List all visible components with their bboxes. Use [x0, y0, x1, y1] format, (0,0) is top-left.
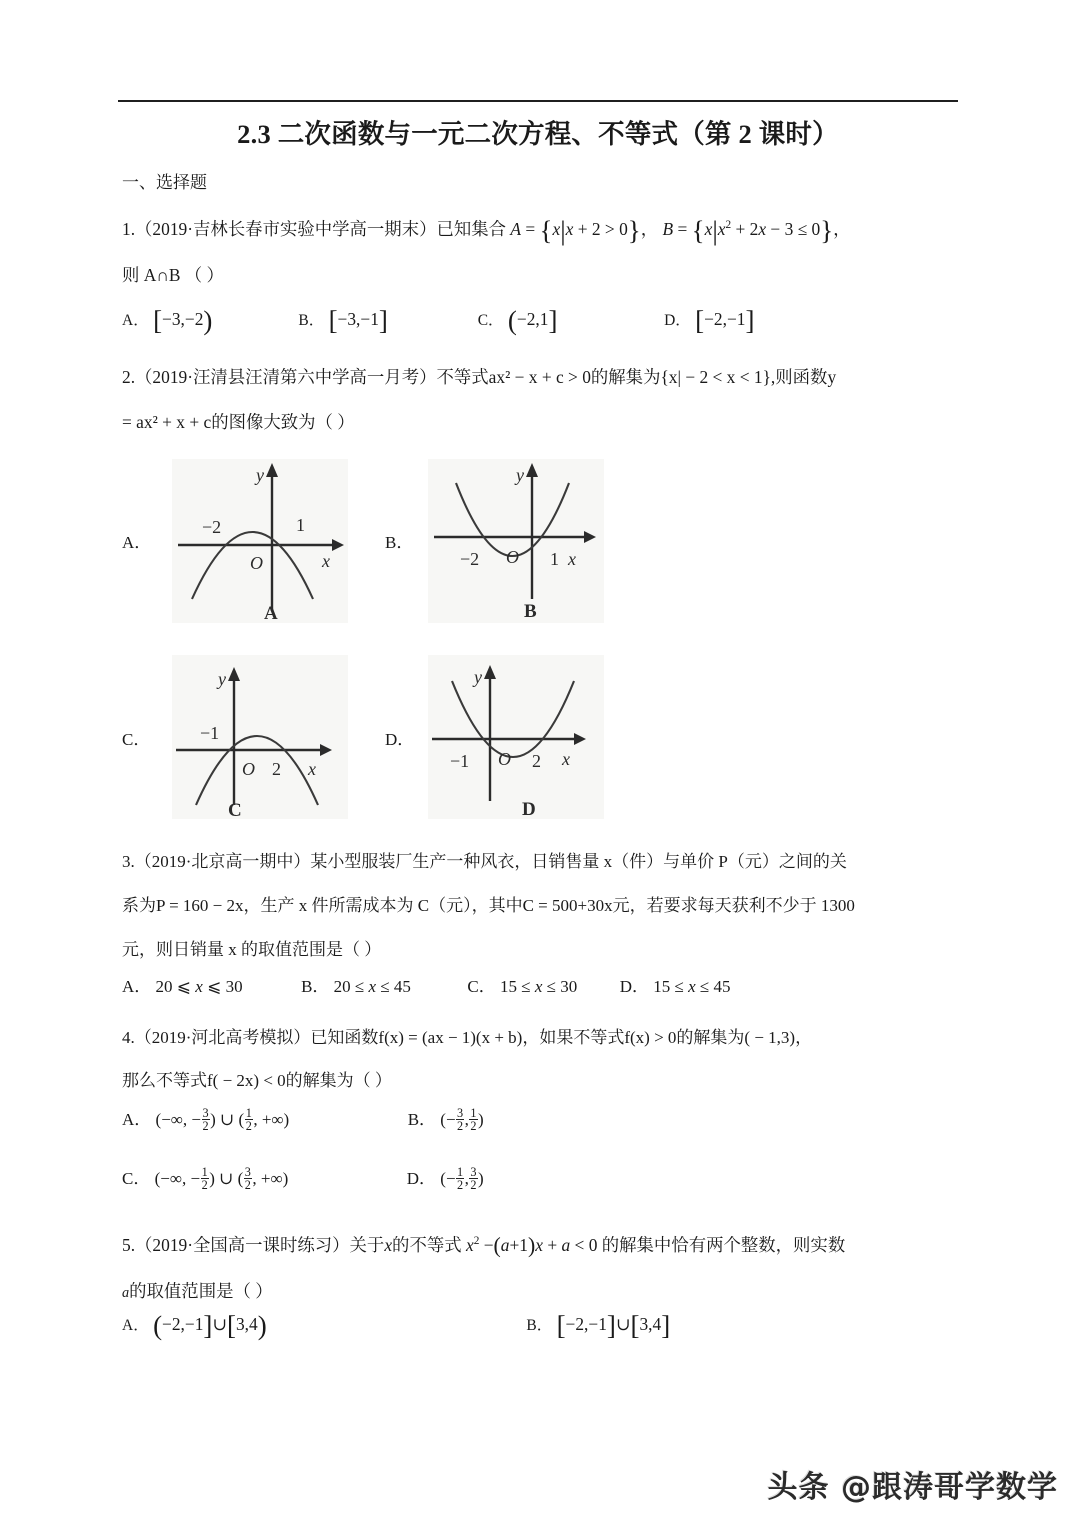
- question-3-option-c[interactable]: C．: [467, 977, 496, 996]
- question-4-line-2: 那么不等式f( − 2x) < 0的解集为（ ）: [122, 1071, 392, 1090]
- question-4-option-c-text: (−∞, − $\frac{1}{2}$ ) ∪ ( $\frac{3}{2}$ , +∞): [154, 1164, 289, 1193]
- question-4-option-c-label: C．: [122, 1169, 151, 1188]
- question-3-option-d-text: 15 ≤ x ≤ 45: [649, 977, 731, 996]
- question-4-option-b-label: B．: [407, 1110, 437, 1129]
- section-heading: 一、选择题: [122, 173, 207, 192]
- question-1-set-b-label: B: [662, 219, 674, 239]
- question-5-option-a-label: A．: [122, 1317, 149, 1334]
- question-2-line-1: 2.（2019·汪清县汪清第六中学高一月考）不等式ax² − x + c > 0的解集为{x| − 2 < x < 1},则函数y: [122, 367, 837, 387]
- question-4-option-a-label: A．: [122, 1110, 152, 1129]
- figure-a-svg: [172, 459, 348, 623]
- question-2-option-c-label[interactable]: C．: [122, 730, 151, 749]
- watermark: 头条 @跟涛哥学数学: [767, 1470, 1058, 1505]
- question-4-option-b-text: (− $\frac{3}{2}$ , $\frac{1}{2}$ ): [440, 1105, 484, 1134]
- question-3: [122, 840, 970, 972]
- svg-text:−2: −2: [202, 517, 222, 537]
- svg-text:2: 2: [272, 759, 281, 779]
- question-5-options: [122, 1310, 972, 1341]
- question-2-option-b-label[interactable]: B．: [385, 533, 414, 552]
- question-2-option-a-label[interactable]: A．: [122, 533, 152, 552]
- question-1-stem: 1.（2019·吉林长春市实验中学高一期末）已知集合: [122, 219, 507, 239]
- svg-text:1: 1: [296, 515, 305, 535]
- question-1-option-c[interactable]: C． (−2,1]: [477, 305, 558, 336]
- question-1: [122, 206, 970, 298]
- question-4-option-a[interactable]: [122, 1105, 289, 1133]
- question-5-stem-d: 的取值范围是（ ）: [129, 1281, 273, 1301]
- svg-text:O: O: [498, 749, 511, 769]
- question-1-options: [122, 305, 972, 336]
- figure-c-svg: [172, 655, 348, 819]
- question-4-option-b[interactable]: [408, 1105, 484, 1133]
- svg-text:2: 2: [532, 751, 541, 771]
- question-2: [122, 355, 970, 445]
- svg-text:C: C: [228, 800, 242, 819]
- question-4-options-row-1: [122, 1105, 972, 1133]
- question-3-option-b[interactable]: B．: [301, 977, 330, 996]
- svg-text:y: y: [516, 465, 524, 485]
- svg-text:y: y: [474, 667, 482, 687]
- question-1-option-b-label: B．: [298, 312, 325, 329]
- question-3-option-b-text: 20 ≤ x ≤ 45: [329, 977, 411, 996]
- question-1-option-d-label: D．: [664, 312, 691, 329]
- svg-text:D: D: [522, 799, 536, 819]
- question-4-line-1: 4.（2019·河北高考模拟）已知函数f(x) = (ax − 1)(x + b)，如果不等式f(x) > 0的解集为( − 1,3)，: [122, 1028, 813, 1047]
- question-5-line-1: 5.（2019·全国高一课时练习）关于x的不等式 $x^2 -(a+1)x + a < 0$ 的解集中恰有两个整数，则实数: [122, 1233, 846, 1258]
- question-3-option-a-text: 20 ⩽ x ⩽ 30: [151, 977, 243, 996]
- page-title: 2.3 二次函数与一元二次方程、不等式（第 2 课时）: [237, 119, 839, 149]
- question-1-option-c-label: C．: [477, 312, 504, 329]
- question-5-line-2: a的取值范围是（ ）: [122, 1281, 273, 1301]
- question-4-option-c[interactable]: [122, 1164, 288, 1192]
- figure-b-svg: [428, 459, 604, 623]
- question-5-option-a[interactable]: A． (−2,−1]∪[3,4): [122, 1310, 267, 1341]
- question-4-option-d-label: D．: [406, 1169, 437, 1188]
- figure-option-a: [172, 459, 348, 623]
- question-1-option-d[interactable]: D． [−2,−1]: [664, 305, 755, 336]
- question-1-option-a[interactable]: A． [−3,−2): [122, 305, 213, 336]
- question-3-line-1: 3.（2019·北京高一期中）某小型服装厂生产一种风衣，日销售量 x（件）与单价 P（元）之间的关: [122, 852, 847, 871]
- question-1-set-a-label: A: [510, 219, 522, 239]
- question-5-option-b[interactable]: B． [−2,−1]∪[3,4]: [526, 1310, 671, 1341]
- question-5: [122, 1222, 970, 1316]
- svg-text:B: B: [524, 601, 537, 622]
- question-3-option-a[interactable]: A．: [122, 977, 152, 996]
- svg-text:x: x: [308, 759, 316, 779]
- question-4-option-d[interactable]: [407, 1164, 484, 1192]
- svg-text:x: x: [568, 549, 576, 569]
- svg-text:x: x: [322, 551, 330, 571]
- question-2-option-d-label[interactable]: D．: [385, 730, 415, 749]
- svg-text:A: A: [264, 603, 278, 623]
- svg-text:O: O: [250, 553, 263, 573]
- question-3-options: [122, 972, 972, 997]
- svg-text:y: y: [218, 669, 226, 689]
- figure-option-d: [428, 655, 604, 819]
- question-3-line-3: 元，则日销量 x 的取值范围是（ ）: [122, 940, 382, 959]
- question-2-line-2: = ax² + x + c的图像大致为（ ）: [122, 412, 355, 432]
- question-1-option-b[interactable]: B． [−3,−1]: [298, 305, 388, 336]
- question-1-option-a-label: A．: [122, 312, 149, 329]
- svg-text:O: O: [506, 547, 519, 567]
- svg-text:O: O: [242, 759, 255, 779]
- question-5-stem-b: 的不等式: [392, 1235, 466, 1255]
- question-5-stem-a: 5.（2019·全国高一课时练习）关于: [122, 1235, 385, 1255]
- svg-text:1: 1: [550, 549, 559, 569]
- figure-option-c: [172, 655, 348, 819]
- figure-d-svg: [428, 655, 604, 819]
- question-4: [122, 1016, 970, 1102]
- question-4-options-row-2: [122, 1164, 972, 1192]
- header-rule: [118, 100, 958, 102]
- svg-text:−2: −2: [460, 549, 480, 569]
- svg-text:−1: −1: [200, 723, 220, 743]
- question-1-line-2: 则 A∩B （ ）: [122, 265, 224, 285]
- question-4-option-d-text: (− $\frac{1}{2}$ , $\frac{3}{2}$ ): [440, 1164, 484, 1193]
- svg-text:y: y: [256, 465, 264, 485]
- question-5-stem-c: 的解集中恰有两个整数，则实数: [601, 1235, 846, 1255]
- question-5-option-b-label: B．: [526, 1317, 553, 1334]
- question-3-option-d[interactable]: D．: [619, 977, 650, 996]
- question-3-option-c-text: 15 ≤ x ≤ 30: [495, 977, 578, 996]
- figure-option-b: [428, 459, 604, 623]
- question-3-line-2: 系为P = 160 − 2x，生产 x 件所需成本为 C（元），其中C = 500+30x元，若要求每天获利不少于 1300: [122, 896, 855, 915]
- question-4-option-a-text: (−∞, − $\frac{3}{2}$ ) ∪ ( $\frac{1}{2}$ , +∞): [155, 1105, 290, 1134]
- question-1-line-1: 1.（2019·吉林长春市实验中学高一期末）已知集合 A = {x|x + 2 > 0}， $B = \{x|x^2 + 2x - 3 \le 0\}$，: [122, 215, 851, 246]
- svg-text:x: x: [562, 749, 570, 769]
- svg-text:−1: −1: [450, 751, 470, 771]
